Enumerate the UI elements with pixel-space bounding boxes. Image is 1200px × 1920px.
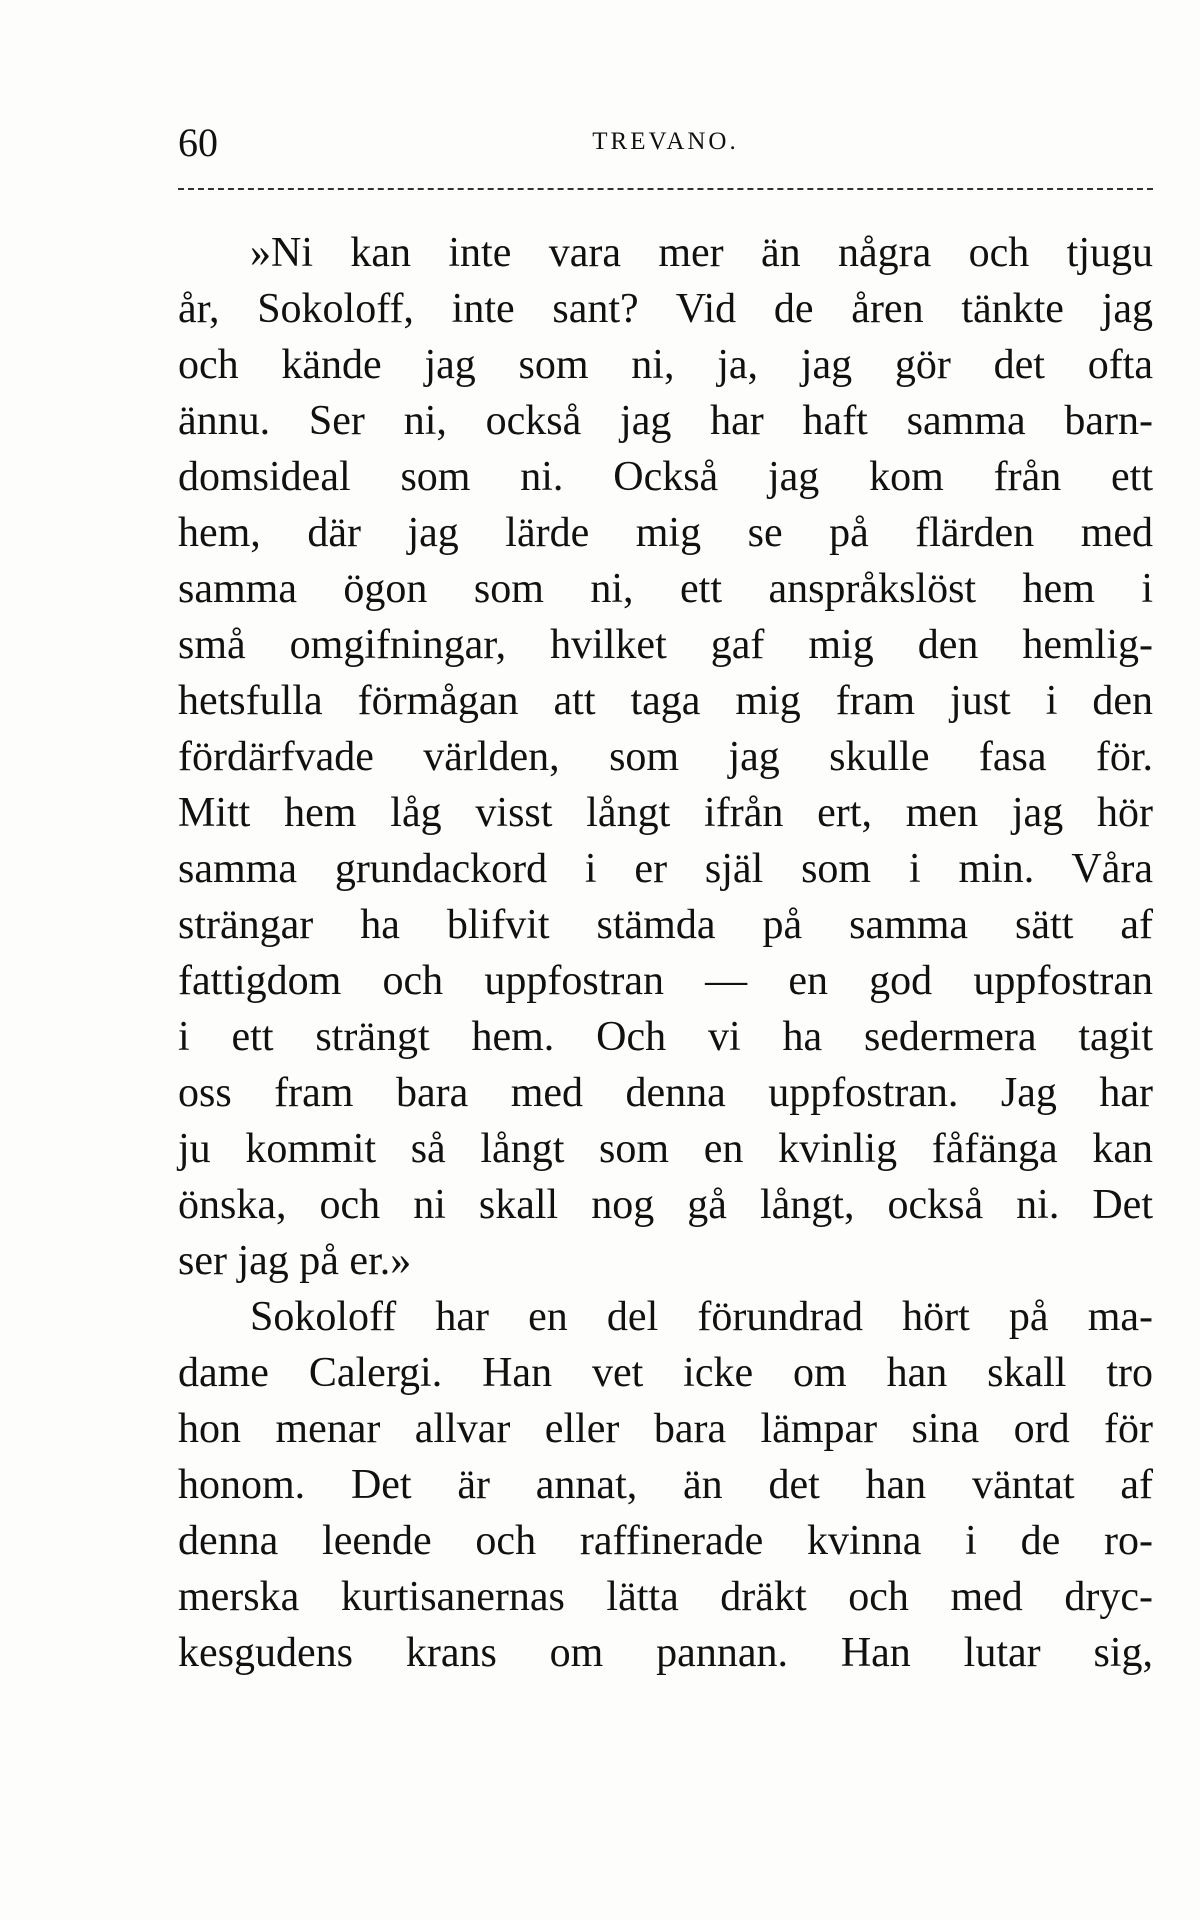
text-line: små omgifningar, hvilket gaf mig den hemlig- <box>178 622 1153 668</box>
text-line: ju kommit så långt som en kvinlig fåfänga kan <box>178 1126 1153 1172</box>
text-line: hem, där jag lärde mig se på flärden med <box>178 510 1153 556</box>
page-number: 60 <box>178 120 218 165</box>
page-header <box>178 118 1153 168</box>
text-line: och kände jag som ni, ja, jag gör det ofta <box>178 342 1153 388</box>
text-line: honom. Det är annat, än det han väntat af <box>178 1462 1153 1508</box>
text-line: kesgudens krans om pannan. Han lutar sig, <box>178 1630 1153 1676</box>
text-line: dame Calergi. Han vet icke om han skall tro <box>178 1350 1153 1396</box>
text-line: samma ögon som ni, ett anspråkslöst hem i <box>178 566 1153 612</box>
running-head: TREVANO. <box>592 128 739 155</box>
text-line: i ett strängt hem. Och vi ha sedermera tagit <box>178 1014 1153 1060</box>
text-line: merska kurtisanernas lätta dräkt och med dryc- <box>178 1574 1153 1620</box>
text-line: ännu. Ser ni, också jag har haft samma barn- <box>178 398 1153 444</box>
text-line: önska, och ni skall nog gå långt, också ni. Det <box>178 1182 1153 1228</box>
text-line: oss fram bara med denna uppfostran. Jag har <box>178 1070 1153 1116</box>
text-line: fattigdom och uppfostran — en god uppfostran <box>178 958 1153 1004</box>
text-line: »Ni kan inte vara mer än några och tjugu <box>250 230 1153 276</box>
header-rule <box>178 188 1153 190</box>
text-line: Sokoloff har en del förundrad hört på ma- <box>250 1294 1153 1340</box>
text-line: ser jag på er.» <box>178 1238 412 1284</box>
text-line: samma grundackord i er själ som i min. Våra <box>178 846 1153 892</box>
text-line: fördärfvade världen, som jag skulle fasa för. <box>178 734 1153 780</box>
text-line: Mitt hem låg visst långt ifrån ert, men jag hör <box>178 790 1153 836</box>
body-text <box>178 225 1153 1681</box>
text-line: denna leende och raffinerade kvinna i de ro- <box>178 1518 1153 1564</box>
text-line: hon menar allvar eller bara lämpar sina ord för <box>178 1406 1153 1452</box>
text-line: domsideal som ni. Också jag kom från ett <box>178 454 1153 500</box>
text-line: strängar ha blifvit stämda på samma sätt af <box>178 902 1153 948</box>
text-line: hetsfulla förmågan att taga mig fram just i den <box>178 678 1153 724</box>
text-line: år, Sokoloff, inte sant? Vid de åren tänkte jag <box>178 286 1153 332</box>
